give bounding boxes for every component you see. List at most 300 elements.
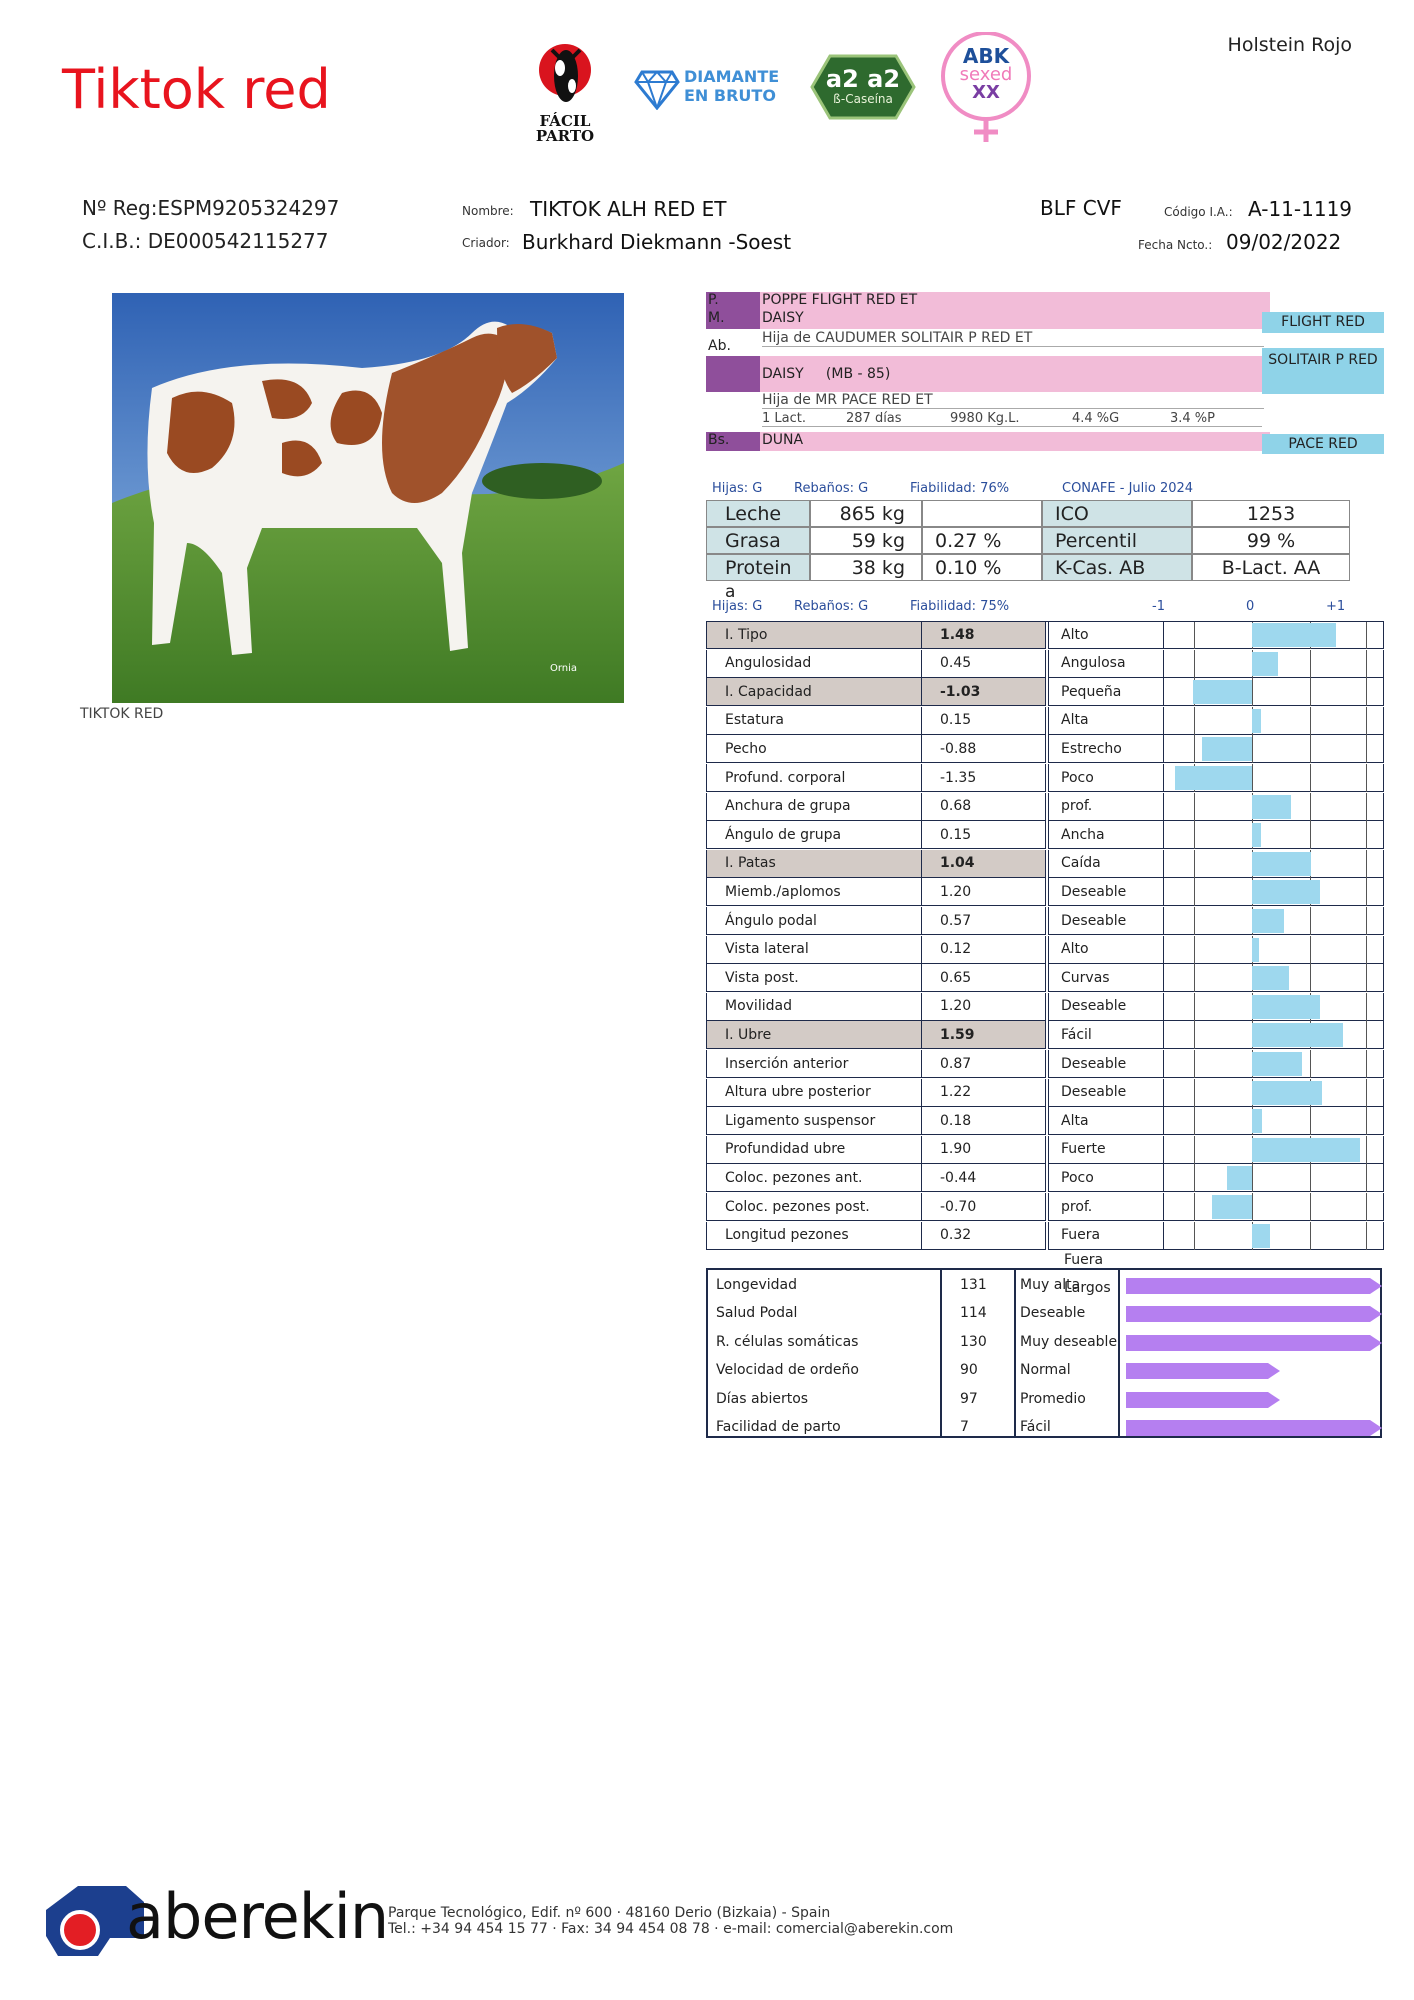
trait-name: Angulosidad — [706, 650, 922, 678]
functional-name: Velocidad de ordeño — [716, 1362, 859, 1379]
trait-name: Profund. corporal — [706, 764, 922, 792]
trait-row — [706, 1107, 1384, 1135]
trait-gridline — [1366, 964, 1367, 992]
trait-descriptor: Alto — [1048, 936, 1164, 964]
production-cell: Protein — [706, 554, 810, 581]
trait-gridline — [1252, 1193, 1253, 1221]
trait-value: 0.18 — [922, 1107, 1046, 1135]
trait-descriptor: Caída — [1048, 850, 1164, 878]
trait-gridline — [1310, 793, 1311, 821]
trait-gridline — [1194, 850, 1195, 878]
functional-bar — [1126, 1420, 1382, 1436]
trait-row — [706, 1136, 1384, 1164]
trait-value: 1.59 — [922, 1021, 1046, 1049]
trait-gridline — [1194, 650, 1195, 678]
trait-gridline — [1366, 907, 1367, 935]
prod-reliability: Fiabilidad: 76% — [910, 481, 1010, 496]
granddam-daughter-of: Hija de MR PACE RED ET — [762, 392, 1264, 409]
trait-row — [706, 764, 1384, 792]
trait-bar-cell — [1164, 936, 1384, 964]
trait-gridline — [1194, 1164, 1195, 1192]
trait-value: 0.68 — [922, 793, 1046, 821]
trait-descriptor: Poco — [1048, 764, 1164, 792]
trait-gridline — [1366, 621, 1367, 649]
functional-descriptor: Promedio — [1020, 1390, 1086, 1407]
trait-name: Pecho — [706, 735, 922, 763]
trait-row — [706, 1193, 1384, 1221]
functional-name: Longevidad — [716, 1277, 798, 1293]
ia-code-label: Código I.A.: — [1164, 205, 1233, 219]
functional-descriptor: Muy deseable — [1020, 1333, 1118, 1350]
trait-gridline — [1366, 1079, 1367, 1107]
trait-value: 0.12 — [922, 936, 1046, 964]
production-cell: ICO — [1042, 500, 1192, 527]
functional-value: 131 — [960, 1277, 987, 1293]
trait-gridline — [1366, 1136, 1367, 1164]
pedigree-block — [706, 292, 1386, 454]
trait-bar — [1252, 823, 1261, 847]
trait-gridline — [1310, 764, 1311, 792]
abk-text-2: sexed — [959, 64, 1013, 85]
diamante-text-2: EN BRUTO — [684, 86, 776, 105]
trait-descriptor: Deseable — [1048, 1079, 1164, 1107]
diamante-badge — [634, 66, 794, 112]
trait-gridline — [1366, 793, 1367, 821]
trait-descriptor: Poco — [1048, 1164, 1164, 1192]
a2a2-text-2: ß-Caseína — [833, 92, 893, 106]
trait-name: Ángulo podal — [706, 907, 922, 935]
trait-row — [706, 1050, 1384, 1078]
trait-bar — [1252, 652, 1278, 676]
trait-row — [706, 707, 1384, 735]
trait-value: 0.57 — [922, 907, 1046, 935]
trait-gridline — [1366, 1107, 1367, 1135]
dam-sire-label: FLIGHT RED — [1262, 312, 1384, 333]
trait-gridline — [1194, 1079, 1195, 1107]
trait-descriptor: Alta — [1048, 707, 1164, 735]
functional-value: 114 — [960, 1305, 987, 1322]
trait-gridline — [1252, 764, 1253, 792]
functional-name: Salud Podal — [716, 1305, 798, 1322]
trait-name: Miemb./aplomos — [706, 878, 922, 906]
trait-value: -0.88 — [922, 735, 1046, 763]
trait-value: -0.44 — [922, 1164, 1046, 1192]
production-cell: 1253 — [1192, 500, 1350, 527]
trait-bar — [1252, 1081, 1322, 1105]
trait-descriptor: Estrecho — [1048, 735, 1164, 763]
trait-row — [706, 1164, 1384, 1192]
trait-gridline — [1366, 1222, 1367, 1250]
great-granddam-sire-label: PACE RED — [1262, 434, 1384, 454]
trait-value: -0.70 — [922, 1193, 1046, 1221]
trait-gridline — [1310, 907, 1311, 935]
functional-descriptor: Muy alta — [1020, 1277, 1081, 1293]
trait-bar-cell — [1164, 735, 1384, 763]
trait-descriptor: Fuerte — [1048, 1136, 1164, 1164]
trait-name: Estatura — [706, 707, 922, 735]
trait-value: 0.65 — [922, 964, 1046, 992]
photo-watermark: Ornia — [550, 663, 578, 674]
traits-top-border — [706, 621, 1384, 622]
functional-bar — [1126, 1306, 1382, 1322]
facil-parto-text-2: PARTO — [535, 127, 595, 145]
trait-bar-cell — [1164, 1107, 1384, 1135]
production-cell — [922, 500, 1042, 527]
trait-bar — [1252, 995, 1320, 1019]
dam-daughter-of: Hija de CAUDUMER SOLITAIR P RED ET — [762, 330, 1264, 347]
lact-milk: 9980 Kg.L. — [950, 411, 1020, 426]
functional-bar — [1126, 1363, 1280, 1379]
facil-parto-badge — [530, 36, 600, 145]
trait-gridline — [1310, 650, 1311, 678]
trait-value: 0.32 — [922, 1222, 1046, 1250]
trait-name: Profundidad ubre — [706, 1136, 922, 1164]
trait-gridline — [1366, 678, 1367, 706]
production-table — [706, 500, 1350, 582]
functional-descriptor: Fácil — [1020, 1419, 1051, 1435]
cib-value: DE000542115277 — [147, 229, 329, 253]
trait-value: -1.35 — [922, 764, 1046, 792]
trait-gridline — [1366, 850, 1367, 878]
trait-gridline — [1194, 1136, 1195, 1164]
trait-name: Longitud pezones — [706, 1222, 922, 1250]
production-cell: 0.27 % — [922, 527, 1042, 554]
functional-bar — [1126, 1335, 1382, 1351]
abk-text-3: XX — [972, 82, 1000, 103]
trait-name: I. Tipo — [706, 621, 922, 649]
trait-bar — [1193, 680, 1252, 704]
trait-name: Movilidad — [706, 993, 922, 1021]
trait-gridline — [1366, 764, 1367, 792]
functional-value: 90 — [960, 1362, 978, 1379]
trait-gridline — [1194, 907, 1195, 935]
trait-gridline — [1194, 735, 1195, 763]
trait-bar-cell — [1164, 1164, 1384, 1192]
production-cell: 59 kg — [810, 527, 922, 554]
trait-gridline — [1366, 878, 1367, 906]
trait-bar — [1252, 1109, 1262, 1133]
lact-protein: 3.4 %P — [1170, 411, 1215, 426]
trait-value: -1.03 — [922, 678, 1046, 706]
name-label: Nombre: — [462, 204, 514, 218]
diamond-icon — [634, 68, 680, 110]
scale-max: +1 — [1326, 599, 1346, 614]
trait-bar — [1227, 1166, 1252, 1190]
trait-gridline — [1366, 650, 1367, 678]
functional-bar — [1126, 1278, 1382, 1294]
functional-descriptor: Normal — [1020, 1362, 1071, 1379]
trait-gridline — [1366, 821, 1367, 849]
trait-descriptor: Deseable — [1048, 1050, 1164, 1078]
trait-row — [706, 678, 1384, 706]
trait-row — [706, 936, 1384, 964]
cow-photo-illustration — [112, 293, 624, 703]
trait-bar — [1252, 1023, 1343, 1047]
trait-gridline — [1310, 1222, 1311, 1250]
a2a2-badge — [810, 52, 916, 122]
trait-gridline — [1366, 1050, 1367, 1078]
trait-gridline — [1194, 964, 1195, 992]
trait-descriptor: prof. — [1048, 793, 1164, 821]
trait-gridline — [1366, 1021, 1367, 1049]
trait-gridline — [1252, 1164, 1253, 1192]
lact-fat: 4.4 %G — [1072, 411, 1120, 426]
trait-value: 0.15 — [922, 821, 1046, 849]
functional-divider — [1014, 1270, 1016, 1436]
trait-row — [706, 878, 1384, 906]
trait-row — [706, 1222, 1384, 1250]
trait-value: 1.20 — [922, 993, 1046, 1021]
dam-tag: M. — [706, 310, 762, 329]
trait-name: Vista post. — [706, 964, 922, 992]
trait-gridline — [1310, 1107, 1311, 1135]
trait-bar — [1175, 766, 1252, 790]
trait-bar — [1202, 737, 1252, 761]
name-value: TIKTOK ALH RED ET — [530, 197, 727, 221]
trait-gridline — [1194, 936, 1195, 964]
cow-head-icon — [530, 36, 600, 110]
scale-min: -1 — [1152, 599, 1165, 614]
trait-name: Vista lateral — [706, 936, 922, 964]
trait-gridline — [1252, 678, 1253, 706]
trait-row — [706, 1079, 1384, 1107]
footer-address: Parque Tecnológico, Edif. nº 600 · 48160 Derio (Bizkaia) - Spain — [388, 1905, 831, 1921]
facil-parto-text-1: FÁCIL — [539, 112, 591, 130]
trait-gridline — [1194, 821, 1195, 849]
cib-label: C.I.B.: — [82, 229, 142, 253]
trait-name: I. Ubre — [706, 1021, 922, 1049]
great-granddam-name: DUNA — [760, 432, 1270, 451]
trait-descriptor: Angulosa — [1048, 650, 1164, 678]
trait-bar — [1252, 880, 1320, 904]
functional-value: 7 — [960, 1419, 969, 1435]
trait-gridline — [1310, 1050, 1311, 1078]
trait-row — [706, 907, 1384, 935]
sire-tag: P. — [706, 292, 762, 310]
production-cell: 38 kg — [810, 554, 922, 581]
trait-gridline — [1252, 735, 1253, 763]
granddam-tag-block — [706, 356, 760, 392]
production-cell: Percentil — [1042, 527, 1192, 554]
trait-descriptor: prof. — [1048, 1193, 1164, 1221]
trait-bar — [1252, 1052, 1302, 1076]
trait-bar — [1252, 966, 1289, 990]
trait-row — [706, 1021, 1384, 1049]
trait-name: Coloc. pezones ant. — [706, 1164, 922, 1192]
trait-gridline — [1366, 1164, 1367, 1192]
trait-gridline — [1194, 793, 1195, 821]
trait-bar — [1252, 852, 1311, 876]
trait-gridline — [1310, 735, 1311, 763]
trait-row — [706, 621, 1384, 649]
trait-row — [706, 735, 1384, 763]
trait-name: I. Patas — [706, 850, 922, 878]
a2a2-text-1: a2 a2 — [825, 65, 901, 93]
footer-contact: Tel.: +34 94 454 15 77 · Fax: 34 94 454 08 78 · e-mail: comercial@aberekin.com — [388, 1921, 954, 1937]
breed-label: Holstein Rojo — [1227, 34, 1352, 56]
trait-value: 1.22 — [922, 1079, 1046, 1107]
trait-name: I. Capacidad — [706, 678, 922, 706]
trait-name: Ángulo de grupa — [706, 821, 922, 849]
production-cell: K-Cas. AB — [1042, 554, 1192, 581]
functional-value: 130 — [960, 1333, 987, 1350]
type-reliability: Fiabilidad: 75% — [910, 599, 1010, 614]
type-daughters: Hijas: G — [712, 599, 763, 614]
production-cell: Grasa — [706, 527, 810, 554]
trait-descriptor: Curvas — [1048, 964, 1164, 992]
functional-traits-table — [706, 1268, 1382, 1438]
trait-name: Inserción anterior — [706, 1050, 922, 1078]
bull-photo — [112, 293, 624, 703]
breeder-label: Criador: — [462, 236, 510, 250]
production-cell: 865 kg — [810, 500, 922, 527]
lactation-record — [762, 411, 1262, 427]
trait-gridline — [1310, 821, 1311, 849]
functional-divider — [940, 1270, 942, 1436]
trait-value: 0.45 — [922, 650, 1046, 678]
trait-row — [706, 821, 1384, 849]
trait-descriptor: Deseable — [1048, 993, 1164, 1021]
trait-gridline — [1310, 707, 1311, 735]
birth-date-label: Fecha Ncto.: — [1138, 238, 1213, 252]
scale-zero: 0 — [1246, 599, 1255, 614]
traits-overflow-1: Fuera — [1064, 1252, 1104, 1268]
trait-value: 1.48 — [922, 621, 1046, 649]
trait-gridline — [1194, 1050, 1195, 1078]
production-cell: 0.10 % — [922, 554, 1042, 581]
trait-value: 1.20 — [922, 878, 1046, 906]
prod-herds: Rebaños: G — [794, 481, 869, 496]
trait-bar — [1252, 623, 1336, 647]
reg-label: Nº Reg: — [82, 196, 158, 220]
trait-bar — [1252, 1224, 1270, 1248]
trait-bar-cell — [1164, 1193, 1384, 1221]
production-cell: Leche — [706, 500, 810, 527]
trait-descriptor: Fuera — [1048, 1222, 1164, 1250]
trait-name: Anchura de grupa — [706, 793, 922, 821]
trait-bar — [1252, 1138, 1360, 1162]
production-cell: B-Lact. AA — [1192, 554, 1350, 581]
trait-name: Coloc. pezones post. — [706, 1193, 922, 1221]
trait-name: Ligamento suspensor — [706, 1107, 922, 1135]
trait-row — [706, 993, 1384, 1021]
trait-gridline — [1194, 1193, 1195, 1221]
trait-bar-cell — [1164, 821, 1384, 849]
functional-descriptor: Deseable — [1020, 1305, 1086, 1322]
genetic-codes: BLF CVF — [1040, 196, 1122, 220]
trait-gridline — [1366, 735, 1367, 763]
page-title: Tiktok red — [62, 58, 331, 121]
trait-bar — [1252, 909, 1284, 933]
dam-name: DAISY — [760, 310, 1270, 329]
lact-days: 287 días — [846, 411, 902, 426]
trait-descriptor: Pequeña — [1048, 678, 1164, 706]
breeder-value: Burkhard Diekmann -Soest — [522, 230, 792, 254]
functional-name: Días abiertos — [716, 1390, 809, 1407]
trait-value: 0.87 — [922, 1050, 1046, 1078]
birth-date-value: 09/02/2022 — [1226, 230, 1342, 254]
reg-value: ESPM9205324297 — [157, 196, 340, 220]
trait-gridline — [1366, 707, 1367, 735]
granddam-name: DAISY (MB - 85) — [760, 356, 1270, 392]
trait-bar-cell — [1164, 1222, 1384, 1250]
trait-row — [706, 964, 1384, 992]
production-cell: 99 % — [1192, 527, 1350, 554]
trait-gridline — [1194, 878, 1195, 906]
aberekin-logo — [40, 1880, 389, 1960]
trait-row — [706, 650, 1384, 678]
trait-descriptor: Alta — [1048, 1107, 1164, 1135]
functional-divider — [1118, 1270, 1120, 1436]
trait-gridline — [1366, 936, 1367, 964]
trait-row — [706, 850, 1384, 878]
functional-value: 97 — [960, 1390, 978, 1407]
granddam-sire-label: SOLITAIR P RED — [1262, 348, 1384, 394]
type-herds: Rebaños: G — [794, 599, 869, 614]
trait-gridline — [1194, 707, 1195, 735]
trait-gridline — [1310, 678, 1311, 706]
trait-bar — [1252, 795, 1291, 819]
trait-descriptor: Deseable — [1048, 878, 1164, 906]
abk-text-1: ABK — [962, 44, 1010, 68]
ia-code-value: A-11-1119 — [1248, 197, 1353, 221]
trait-row — [706, 793, 1384, 821]
traits-overflow-2: Largos — [1064, 1280, 1111, 1296]
trait-bar — [1252, 938, 1259, 962]
prod-daughters: Hijas: G — [712, 481, 763, 496]
production-overflow-char: a — [725, 582, 736, 602]
trait-gridline — [1194, 621, 1195, 649]
functional-name: R. células somáticas — [716, 1333, 859, 1350]
trait-descriptor: Fácil — [1048, 1021, 1164, 1049]
trait-bar-cell — [1164, 707, 1384, 735]
trait-value: 1.04 — [922, 850, 1046, 878]
reg-number — [82, 196, 339, 220]
photo-caption: TIKTOK RED — [80, 706, 164, 722]
trait-gridline — [1194, 993, 1195, 1021]
functional-bar — [1126, 1392, 1280, 1408]
diamante-text-1: DIAMANTE — [684, 67, 780, 86]
trait-descriptor: Ancha — [1048, 821, 1164, 849]
trait-gridline — [1366, 1193, 1367, 1221]
abk-sexed-badge — [938, 32, 1034, 144]
trait-descriptor: Deseable — [1048, 907, 1164, 935]
cib-number — [82, 229, 329, 253]
lact-count: 1 Lact. — [762, 411, 806, 426]
trait-gridline — [1310, 964, 1311, 992]
brand-name: aberekin — [126, 1880, 389, 1953]
trait-gridline — [1310, 1164, 1311, 1192]
sire-name: POPPE FLIGHT RED ET — [760, 292, 1270, 310]
trait-name: Altura ubre posterior — [706, 1079, 922, 1107]
trait-gridline — [1310, 936, 1311, 964]
trait-gridline — [1366, 993, 1367, 1021]
trait-value: 0.15 — [922, 707, 1046, 735]
trait-gridline — [1194, 1107, 1195, 1135]
type-traits-table — [706, 621, 1384, 1251]
trait-gridline — [1310, 1193, 1311, 1221]
prod-source: CONAFE - Julio 2024 — [1062, 481, 1194, 496]
trait-gridline — [1194, 1222, 1195, 1250]
trait-value: 1.90 — [922, 1136, 1046, 1164]
granddam-tag: Ab. — [708, 338, 731, 354]
trait-bar — [1212, 1195, 1252, 1219]
functional-name: Facilidad de parto — [716, 1419, 841, 1435]
great-granddam-tag: Bs. — [706, 432, 762, 451]
trait-bar — [1252, 709, 1261, 733]
trait-gridline — [1194, 1021, 1195, 1049]
trait-descriptor: Alto — [1048, 621, 1164, 649]
